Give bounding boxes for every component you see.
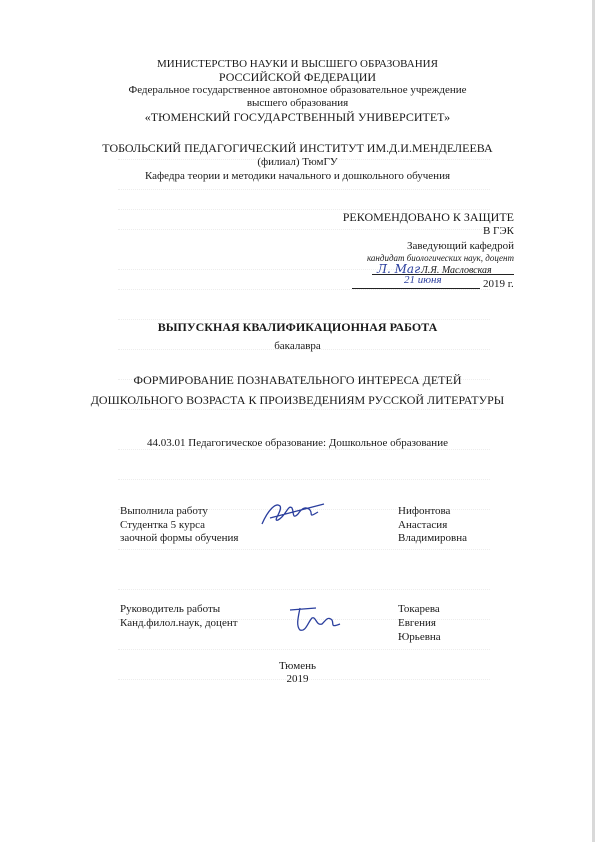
ministry-line-2: РОССИЙСКОЙ ФЕДЕРАЦИИ	[218, 70, 377, 84]
work-title-line-2: ДОШКОЛЬНОГО ВОЗРАСТА К ПРОИЗВЕДЕНИЯМ РУССКОЙ ЛИТЕРАТУРЫ	[90, 393, 505, 407]
institute-branch: (филиал) ТюмГУ	[257, 156, 338, 168]
student-name: Анастасия	[398, 519, 448, 531]
org-line-2: высшего образования	[246, 97, 349, 109]
footer-city: Тюмень	[279, 660, 316, 672]
head-name: Л.Я. Масловская	[421, 265, 492, 276]
supervisor-signature	[286, 602, 346, 636]
work-title-line-1: ФОРМИРОВАНИЕ ПОЗНАВАТЕЛЬНОГО ИНТЕРЕСА ДЕТЕЙ	[133, 373, 462, 387]
head-degree: кандидат биологических наук, доцент	[366, 253, 514, 263]
institute-name: ТОБОЛЬСКИЙ ПЕДАГОГИЧЕСКИЙ ИНСТИТУТ ИМ.Д.И.МЕНДЕЛЕЕВА	[102, 141, 493, 155]
supervisor-name: Евгения	[398, 617, 436, 629]
student-patronymic: Владимировна	[398, 532, 468, 544]
student-label-1: Выполнила работу	[120, 505, 208, 517]
work-level: бакалавра	[274, 340, 321, 352]
work-type: ВЫПУСКНАЯ КВАЛИФИКАЦИОННАЯ РАБОТА	[157, 320, 438, 334]
supervisor-label-2: Канд.филол.наук, доцент	[120, 617, 238, 629]
gek-label: В ГЭК	[482, 225, 514, 237]
student-signature	[258, 496, 328, 530]
supervisor-label-1: Руководитель работы	[120, 603, 221, 615]
approval-year: 2019 г.	[483, 278, 514, 290]
date-handwritten: 21 июня	[404, 274, 442, 286]
student-surname: Нифонтова	[398, 505, 451, 517]
recommended-label: РЕКОМЕНДОВАНО К ЗАЩИТЕ	[342, 210, 514, 224]
university-name: «ТЮМЕНСКИЙ ГОСУДАРСТВЕННЫЙ УНИВЕРСИТЕТ»	[144, 110, 451, 124]
department-name: Кафедра теории и методики начального и дошкольного обучения	[144, 170, 451, 182]
supervisor-patronymic: Юрьевна	[398, 631, 441, 643]
head-title: Заведующий кафедрой	[407, 240, 514, 252]
supervisor-surname: Токарева	[398, 603, 440, 615]
ministry-line-1: МИНИСТЕРСТВО НАУКИ И ВЫСШЕГО ОБРАЗОВАНИЯ	[157, 58, 438, 70]
org-line-1: Федеральное государственное автономное образовательное учреждение	[128, 84, 467, 96]
footer-year: 2019	[286, 673, 309, 685]
student-label-2: Студентка 5 курса	[120, 519, 205, 531]
head-signature: Л. Маг	[377, 262, 421, 276]
work-direction: 44.03.01 Педагогическое образование: Дошкольное образование	[147, 437, 448, 449]
student-label-3: заочной формы обучения	[120, 532, 239, 544]
